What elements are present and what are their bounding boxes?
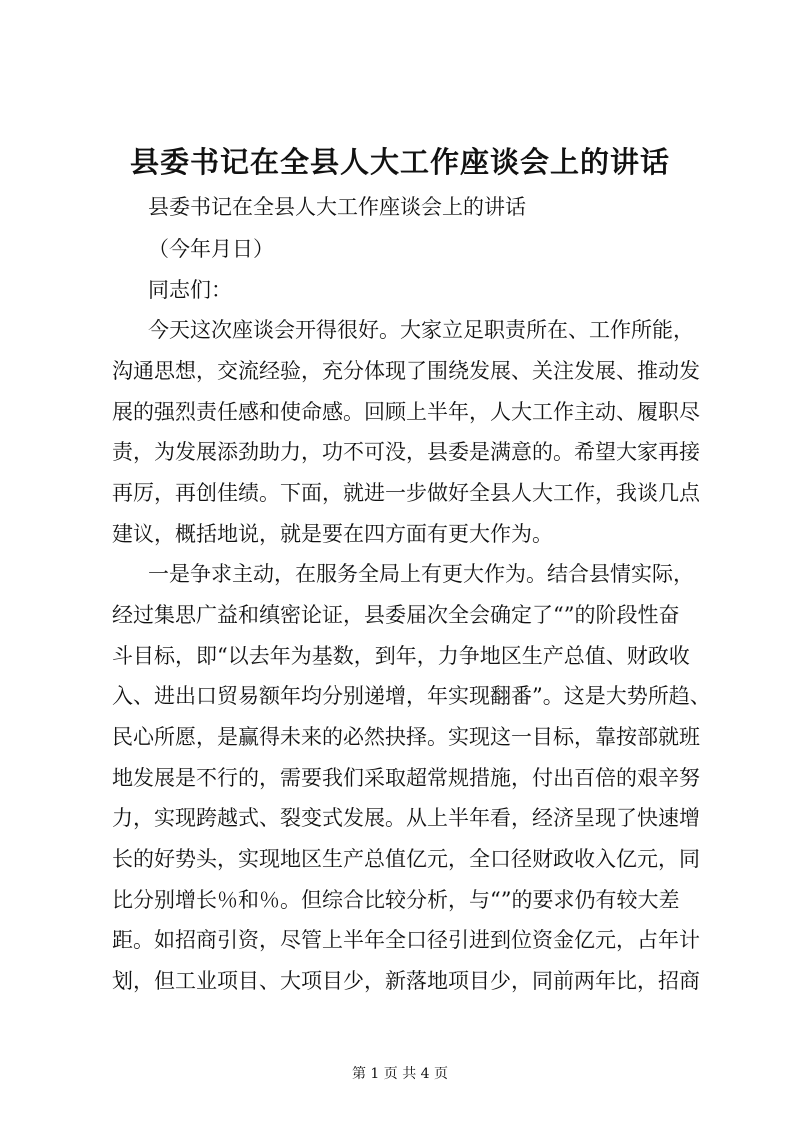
body-line: 比分别增长％和％。但综合比较分析，与“”的要求仍有较大差 [112, 888, 680, 912]
body-line: 经过集思广益和缜密论证，县委届次全会确定了“”的阶段性奋 [112, 603, 680, 627]
body-line: 一是争求主动，在服务全局上有更大作为。结合县情实际， [148, 562, 694, 586]
body-line: 距。如招商引资，尽管上半年全口径引进到位资金亿元，占年计 [112, 928, 700, 952]
body-line: 沟通思想，交流经验，充分体现了围绕发展、关注发展、推动发 [112, 359, 700, 383]
body-line: 划，但工业项目、大项目少，新落地项目少，同前两年比，招商 [112, 969, 700, 993]
body-line: 展的强烈责任感和使命感。回顾上半年，人大工作主动、履职尽 [112, 400, 700, 424]
salutation: 同志们： [148, 278, 232, 302]
body-line: 入、进出口贸易额年均分别递增，年实现翻番”。这是大势所趋、 [112, 684, 711, 708]
body-line: 民心所愿，是赢得未来的必然抉择。实现这一目标，靠按部就班 [112, 725, 700, 749]
document-date: （今年月日） [148, 237, 274, 261]
document-subtitle: 县委书记在全县人大工作座谈会上的讲话 [148, 195, 526, 219]
page-number-footer: 第 1 页 共 4 页 [351, 1066, 449, 1082]
body-line: 力，实现跨越式、裂变式发展。从上半年看，经济呈现了快速增 [112, 806, 700, 830]
body-line: 斗目标，即“以去年为基数，到年，力争地区生产总值、财政收 [112, 644, 690, 668]
body-line: 今天这次座谈会开得很好。大家立足职责所在、工作所能， [148, 318, 694, 342]
body-line: 责，为发展添劲助力，功不可没，县委是满意的。希望大家再接 [112, 440, 700, 464]
document-title: 县委书记在全县人大工作座谈会上的讲话 [129, 145, 670, 179]
body-line: 长的好势头，实现地区生产总值亿元，全口径财政收入亿元，同 [112, 847, 700, 871]
body-line: 建议，概括地说，就是要在四方面有更大作为。 [112, 522, 553, 546]
body-line: 再厉，再创佳绩。下面，就进一步做好全县人大工作，我谈几点 [112, 481, 700, 505]
body-line: 地发展是不行的，需要我们采取超常规措施，付出百倍的艰辛努 [112, 766, 700, 790]
